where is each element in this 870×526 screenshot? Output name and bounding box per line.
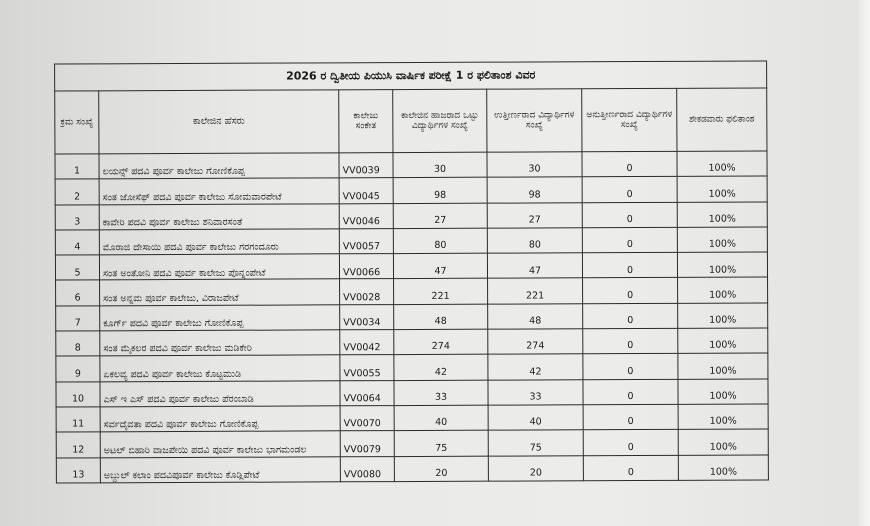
cell-failed: 0 — [582, 177, 677, 203]
cell-percentage: 100% — [677, 202, 767, 228]
cell-college-code: VV0057 — [339, 228, 393, 254]
cell-serial: 1 — [55, 154, 99, 179]
cell-percentage: 100% — [678, 455, 768, 481]
cell-appeared: 98 — [393, 177, 487, 203]
cell-passed: 42 — [488, 354, 583, 380]
cell-percentage: 100% — [677, 151, 767, 177]
cell-passed: 47 — [487, 253, 582, 279]
cell-failed: 0 — [582, 227, 677, 253]
cell-serial: 10 — [56, 382, 100, 407]
cell-passed: 48 — [488, 304, 583, 330]
header-failed: ಅನುತ್ತೀರ್ಣರಾದ ವಿದ್ಯಾರ್ಥಿಗಳ ಸಂಖ್ಯೆ — [582, 88, 677, 151]
cell-college-code: VV0046 — [339, 203, 393, 229]
table-row — [56, 404, 768, 432]
paper-edge — [858, 0, 870, 526]
cell-college-code: VV0080 — [340, 456, 394, 482]
cell-passed: 98 — [487, 177, 582, 203]
cell-appeared: 75 — [394, 430, 488, 456]
cell-passed: 80 — [487, 228, 582, 254]
cell-failed: 0 — [582, 253, 677, 279]
cell-appeared: 30 — [393, 152, 487, 178]
cell-passed: 20 — [488, 455, 583, 481]
cell-passed: 40 — [488, 405, 583, 431]
cell-college-code: VV0028 — [340, 279, 394, 305]
cell-appeared: 40 — [394, 405, 488, 431]
cell-failed: 0 — [583, 303, 678, 329]
cell-passed: 30 — [487, 152, 582, 178]
cell-appeared: 47 — [393, 253, 487, 279]
table-row — [55, 202, 767, 230]
cell-passed: 75 — [488, 430, 583, 456]
header-passed: ಉತ್ತೀರ್ಣರಾದ ವಿದ್ಯಾರ್ಥಿಗಳ ಸಂಖ್ಯೆ — [487, 89, 582, 152]
cell-serial: 13 — [56, 457, 100, 483]
cell-college-name: ಸಂತ ಅನ್ನಮ ಪೂರ್ವ ಕಾಲೇಜು, ವಿರಾಜಪೇಟೆ — [100, 279, 340, 305]
cell-college-name: ಅಟಲ್ ಬಿಹಾರಿ ವಾಜಪೇಯಿ ಪದವಿ ಪೂರ್ವ ಕಾಲೇಜು ಭಾಗಮಂಡಲ — [100, 431, 340, 457]
cell-percentage: 100% — [677, 227, 767, 253]
table-row — [56, 455, 768, 484]
cell-college-code: VV0042 — [340, 330, 394, 356]
cell-serial: 4 — [55, 230, 99, 255]
cell-college-name: ಮೊರಾಜಿ ದೇಸಾಯಿ ಪದವಿ ಪೂರ್ವ ಕಾಲೇಜು ಗರಗಂದೂರು — [99, 229, 339, 255]
cell-passed: 27 — [487, 202, 582, 228]
cell-percentage: 100% — [678, 328, 768, 354]
cell-failed: 0 — [583, 354, 678, 380]
table-row — [55, 176, 767, 204]
results-table — [54, 60, 769, 483]
table-row — [55, 227, 767, 255]
cell-appeared: 80 — [393, 228, 487, 254]
cell-college-name: ಸಂತ ಅಂತೋನಿ ಪದವಿ ಪೂರ್ವ ಕಾಲೇಜು ಪೊನ್ನಂಪೇಟೆ — [99, 254, 339, 280]
cell-college-name: ಲಯನ್ಸ್ ಪದವಿ ಪೂರ್ವ ಕಾಲೇಜು ಗೋಣಿಕೊಪ್ಪ — [99, 153, 339, 179]
cell-percentage: 100% — [678, 404, 768, 430]
cell-percentage: 100% — [678, 277, 768, 303]
cell-college-name: ಏಕಲವ್ಯ ಪದವಿ ಪೂರ್ವ ಕಾಲೇಜು ಕೊಟ್ಟಮುಡಿ — [100, 355, 340, 381]
header-percentage: ಶೇಕಡವಾರು ಫಲಿತಾಂಶ — [677, 88, 767, 151]
cell-failed: 0 — [582, 151, 677, 177]
cell-percentage: 100% — [677, 176, 767, 202]
table-header-row — [55, 88, 767, 154]
cell-college-code: VV0039 — [339, 153, 393, 179]
cell-percentage: 100% — [678, 379, 768, 405]
cell-college-code: VV0066 — [339, 254, 393, 280]
cell-appeared: 274 — [394, 329, 488, 355]
cell-appeared: 27 — [393, 203, 487, 229]
cell-college-name: ಅಬ್ದುಲ್ ಕಲಾಂ ಪದವಿಪೂರ್ವ ಕಾಲೇಜು ಕೊಡ್ಲಿಪೇಟೆ — [100, 456, 340, 482]
cell-serial: 6 — [56, 280, 100, 305]
cell-percentage: 100% — [678, 353, 768, 379]
cell-serial: 5 — [55, 255, 99, 280]
table-title-row — [55, 61, 767, 91]
cell-appeared: 221 — [394, 279, 488, 305]
cell-serial: 9 — [56, 356, 100, 381]
cell-serial: 12 — [56, 432, 100, 457]
cell-appeared: 33 — [394, 380, 488, 406]
cell-college-code: VV0045 — [339, 178, 393, 204]
cell-passed: 274 — [488, 329, 583, 355]
cell-failed: 0 — [582, 202, 677, 228]
cell-college-code: VV0079 — [340, 431, 394, 457]
table-row — [56, 429, 768, 457]
cell-college-code: VV0055 — [340, 355, 394, 381]
table-row — [55, 151, 767, 179]
cell-failed: 0 — [583, 455, 678, 481]
header-college-code: ಕಾಲೇಜು ಸಂಕೇತ — [339, 90, 393, 153]
cell-college-code: VV0034 — [340, 304, 394, 330]
cell-failed: 0 — [583, 379, 678, 405]
cell-appeared: 42 — [394, 355, 488, 381]
table-row — [56, 353, 768, 381]
header-appeared: ಕಾಲೇಜಿನ ಹಾಜರಾದ ಒಟ್ಟು ವಿದ್ಯಾರ್ಥಿಗಳ ಸಂಖ್ಯೆ — [393, 89, 487, 152]
cell-college-name: ಕಾವೇರಿ ಪದವಿ ಪೂರ್ವ ಕಾಲೇಜು ಶನಿವಾರಸಂತೆ — [99, 203, 339, 229]
cell-college-name: ಕೂರ್ಗ್ ಪದವಿ ಪೂರ್ವ ಕಾಲೇಜು ಗೋಣಿಕೊಪ್ಪ — [100, 305, 340, 331]
table-title: 2026 ರ ದ್ವಿತೀಯ ಪಿಯುಸಿ ವಾರ್ಷಿಕ ಪರೀಕ್ಷೆ 1 ರ ಫಲಿತಾಂಶ ವಿವರ — [55, 61, 767, 91]
table-body — [55, 151, 769, 483]
cell-percentage: 100% — [678, 303, 768, 329]
cell-college-code: VV0064 — [340, 380, 394, 406]
cell-serial: 3 — [55, 204, 99, 229]
cell-failed: 0 — [583, 430, 678, 456]
cell-failed: 0 — [583, 278, 678, 304]
cell-percentage: 100% — [677, 252, 767, 278]
cell-failed: 0 — [583, 328, 678, 354]
cell-serial: 7 — [56, 306, 100, 331]
cell-passed: 33 — [488, 379, 583, 405]
cell-serial: 2 — [55, 179, 99, 204]
table-row — [56, 328, 768, 356]
cell-failed: 0 — [583, 404, 678, 430]
cell-percentage: 100% — [678, 429, 768, 455]
cell-college-code: VV0070 — [340, 406, 394, 432]
cell-serial: 11 — [56, 407, 100, 432]
header-serial: ಕ್ರಮ ಸಂಖ್ಯೆ — [55, 91, 99, 154]
header-college-name: ಕಾಲೇಜಿನ ಹೆಸರು — [99, 90, 339, 154]
table-row — [55, 252, 767, 280]
cell-college-name: ಸಂತ ಮೈಕಲರ ಪದವಿ ಪೂರ್ವ ಕಾಲೇಜು ಮಡಿಕೇರಿ — [100, 330, 340, 356]
cell-passed: 221 — [488, 278, 583, 304]
table-row — [56, 379, 768, 407]
table-row — [56, 303, 768, 331]
cell-college-name: ಸಂತ ಜೋಸೆಫ್ ಪದವಿ ಪೂರ್ವ ಕಾಲೇಜು ಸೋಮವಾರಪೇಟೆ — [99, 178, 339, 204]
table-row — [56, 277, 768, 305]
cell-serial: 8 — [56, 331, 100, 356]
cell-appeared: 48 — [394, 304, 488, 330]
cell-college-name: ಸರ್ವದೈವತಾ ಪದವಿ ಪೂರ್ವ ಕಾಲೇಜು ಗೋಣಿಕೊಪ್ಪ — [100, 406, 340, 432]
cell-college-name: ಎಸ್ ಇ ಎಸ್ ಪದವಿ ಪೂರ್ವ ಕಾಲೇಜು ಪೆರಂಬಾಡಿ — [100, 380, 340, 406]
cell-appeared: 20 — [394, 456, 488, 482]
